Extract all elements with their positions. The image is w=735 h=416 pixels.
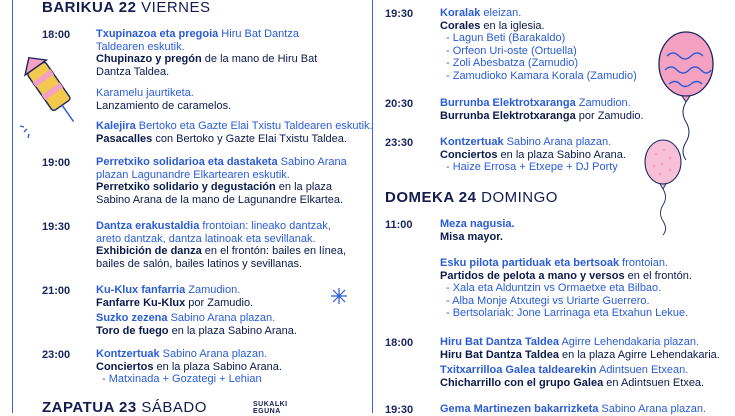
event-block: Kontzertuak Sabino Arana plazan. Conciertos en la plaza Sabino Arana. - Haize Errosa + Etxepe + DJ Porty	[440, 136, 626, 174]
event-block: Perretxiko solidarioa eta dastaketa Sabino Arana plazan Lagunandre Elkartearen eskutik. Perretxiko solidario y degustación en la plaza Sabino Arana de la mano de Lagunandre Elkartea.	[96, 156, 347, 206]
event-block: Meza nagusia. Misa mayor.	[440, 218, 515, 243]
list-item: - Zoli Abesbatza (Zamudio)	[446, 57, 579, 70]
firework-rocket-icon	[14, 50, 84, 140]
list-item: - Haize Errosa + Etxepe + DJ Porty	[446, 161, 618, 174]
event-time: 21:00	[42, 285, 71, 297]
event-block: Esku pilota partiduak eta bertsoak frontoian. Partidos de pelota a mano y versos en el frontón. - Xala eta Alduntzin vs Ormaetxe eta Bilbao. - Alba Monje Atxutegi vs Uriarte Guerrero. - Bertsolariak: Jone Larrinaga eta Etxahun Lekue.	[440, 257, 692, 320]
day-header-saturday: ZAPATUA 23 SÁBADO	[42, 399, 207, 416]
event-block: Kalejira Bertoko eta Gazte Elai Txistu Taldearen eskutik. Pasacalles con Bertoko y Gazte Elai Txistu Taldea.	[96, 120, 373, 145]
event-time: 20:30	[385, 98, 414, 110]
balloon-icon	[642, 138, 684, 238]
event-block: Burrunba Elektrotxaranga Zamudion. Burrunba Elektrotxaranga por Zamudio.	[440, 97, 644, 122]
list-item: - Zamudioko Kamara Korala (Zamudio)	[446, 69, 637, 82]
event-block: Karamelu jaurtiketa. Lanzamiento de caramelos.	[96, 87, 232, 112]
event-time: 19:30	[42, 221, 71, 233]
list-item: - Lagun Beti (Barakaldo)	[446, 32, 566, 45]
list-item: - Alba Monje Atxutegi vs Uriarte Guerrero.	[446, 294, 650, 307]
event-time: 19:30	[385, 404, 414, 416]
event-time: 18:00	[42, 29, 71, 41]
list-item: - Xala eta Alduntzin vs Ormaetxe eta Bilbao.	[446, 282, 662, 295]
event-time: 19:30	[385, 8, 414, 20]
list-item: - Bertsolariak: Jone Larrinaga eta Etxahun Lekue.	[446, 307, 689, 320]
event-block: Suzko zezena Sabino Arana plazan. Toro de fuego en la plaza Sabino Arana.	[96, 312, 297, 337]
sukalki-tag: SUKALKI EGUNA	[253, 401, 288, 415]
list-item: - Matxinada + Gozategi + Lehian	[102, 373, 262, 386]
event-time: 23:00	[42, 349, 71, 361]
event-time: 23:30	[385, 137, 414, 149]
event-time: 18:00	[385, 337, 414, 349]
event-time: 11:00	[385, 219, 413, 231]
event-block: Hiru Bat Dantza Taldea Agirre Lehendakaria plazan. Hiru Bat Dantza Taldea en la plaza Agirre Lehendakaria.	[440, 336, 720, 361]
sparkle-icon	[330, 287, 348, 305]
left-divider	[12, 0, 13, 413]
event-block: Gema Martinezen bakarrizketa Sabino Arana plazan.	[440, 403, 706, 415]
day-header-sunday: DOMEKA 24 DOMINGO	[385, 189, 558, 206]
day-header-friday: BARIKUA 22 VIERNES	[42, 0, 211, 16]
event-block: Txitxarrilloa Galea taldearekin Adintsuen Etxean. Chicharrillo con el grupo Galea en Adintsuen Etxea.	[440, 364, 705, 389]
event-block: Ku-Klux fanfarria Zamudion. Fanfarre Ku-Klux por Zamudio.	[96, 284, 254, 309]
event-block: Kontzertuak Sabino Arana plazan. Conciertos en la plaza Sabino Arana. - Matxinada + Gozategi + Lehian	[96, 348, 282, 386]
list-item: - Orfeon Uri-oste (Ortuella)	[446, 44, 577, 57]
center-divider	[372, 0, 373, 413]
event-block: Txupinazoa eta pregoia Hiru Bat Dantza Taldearen eskutik. Chupinazo y pregón de la mano de Hiru Bat Dantza Taldea.	[96, 28, 318, 78]
event-time: 19:00	[42, 157, 71, 169]
event-block: Koralak eleizan. Corales en la iglesia. - Lagun Beti (Barakaldo) - Orfeon Uri-oste (Ortuella) - Zoli Abesbatza (Zamudio) - Zamudioko Kamara Korala (Zamudio)	[440, 7, 637, 82]
event-block: Dantza erakustaldia frontoian: lineako dantzak, areto dantzak, dantza latinoak eta sevillanak. Exhibición de danza en el frontón: bailes en línea, bailes de salón, bailes latinos y sevillanas.	[96, 220, 347, 270]
